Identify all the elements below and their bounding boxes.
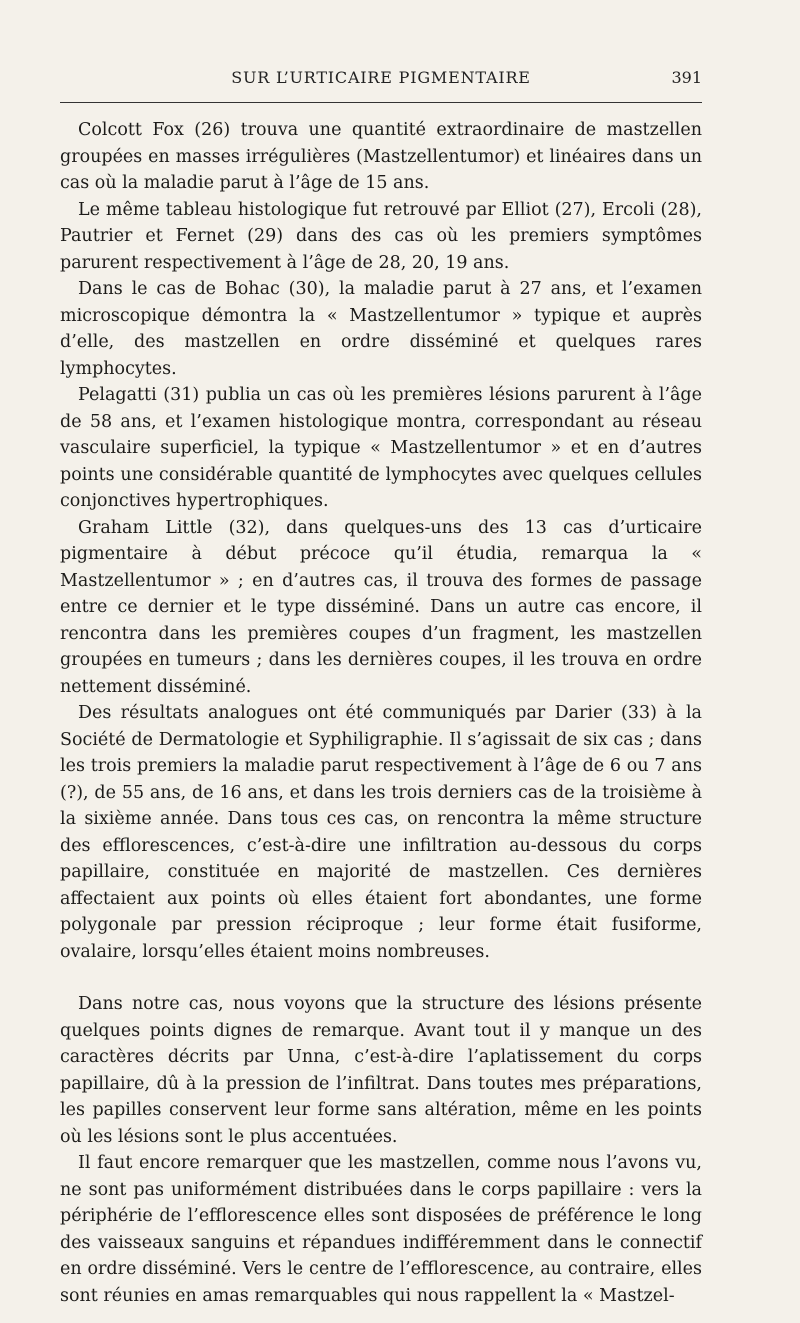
body-text xyxy=(60,117,702,1309)
running-title: SUR L’URTICAIRE PIGMENTAIRE xyxy=(231,68,531,87)
paragraph: Le même tableau histologique fut retrouvé par Elliot (27), Ercoli (28), Pautrier et Fernet (29) dans des cas où les premiers symptômes parurent respectivement à l’âge de 28, 20, 19 ans. xyxy=(60,199,702,273)
paragraph: Dans le cas de Bohac (30), la maladie parut à 27 ans, et l’examen microscopique démontra la « Mastzellentumor » typique et auprès d’elle, des mastzellen en ordre disséminé et quelques rares lymphocytes. xyxy=(60,279,702,379)
page-number: 391 xyxy=(671,68,702,87)
header-rule xyxy=(60,102,702,103)
paragraph: Des résultats analogues ont été communiqués par Darier (33) à la Société de Dermatologie et Syphiligraphie. Il s’agissait de six cas ; dans les trois premiers la maladie parut respectivement à l’âge de 6 ou 7 ans (?), de 55 ans, de 16 ans, et dans les trois derniers cas de la troisième à la sixième année. Dans tous ces cas, on rencontra la même structure des efflorescences, c’est-à-dire une infiltration au-dessous du corps papillaire, constituée en majorité de mastzellen. Ces dernières affectaient aux points où elles étaient fort abondantes, une forme polygonale par pression réciproque ; leur forme était fusiforme, ovalaire, lorsqu’elles étaient moins nombreuses. xyxy=(60,703,702,962)
paragraph: Colcott Fox (26) trouva une quantité extraordinaire de mastzellen groupées en masses irrégulières (Mastzellentumor) et linéaires dans un cas où la maladie parut à l’âge de 15 ans. xyxy=(60,120,702,193)
paragraph: Graham Little (32), dans quelques-uns des 13 cas d’urticaire pigmentaire à début précoce qu’il étudia, remarqua la « Mastzellentumor » ; en d’autres cas, il trouva des formes de passage entre ce dernier et le type disséminé. Dans un autre cas encore, il rencontra dans les premières coupes d’un fragment, les mastzellen groupées en tumeurs ; dans les dernières coupes, il les trouva en ordre nettement disséminé. xyxy=(60,517,702,697)
paragraph: Pelagatti (31) publia un cas où les premières lésions parurent à l’âge de 58 ans, et l’examen histologique montra, correspondant au réseau vasculaire superficiel, la typique « Mastzellentumor » et en d’autres points une considérable quantité de lymphocytes avec quelques cellules conjonctives hypertrophiques. xyxy=(60,385,702,511)
paragraph: Il faut encore remarquer que les mastzellen, comme nous l’avons vu, ne sont pas uniformément distribuées dans le corps papillaire : vers la périphérie de l’efflorescence elles sont disposées de préférence le long des vaisseaux sanguins et répandues indifféremment dans le connectif en ordre disséminé. Vers le centre de l’efflorescence, au contraire, elles sont réunies en amas remarquables qui nous rappellent la « Mastzel- xyxy=(60,1153,702,1306)
paragraph: Dans notre cas, nous voyons que la structure des lésions présente quelques points dignes de remarque. Avant tout il y manque un des caractères décrits par Unna, c’est-à-dire l’aplatissement du corps papillaire, dû à la pression de l’infiltrat. Dans toutes mes préparations, les papilles conservent leur forme sans altération, même en les points où les lésions sont le plus accentuées. xyxy=(60,994,702,1147)
running-head xyxy=(60,64,702,90)
